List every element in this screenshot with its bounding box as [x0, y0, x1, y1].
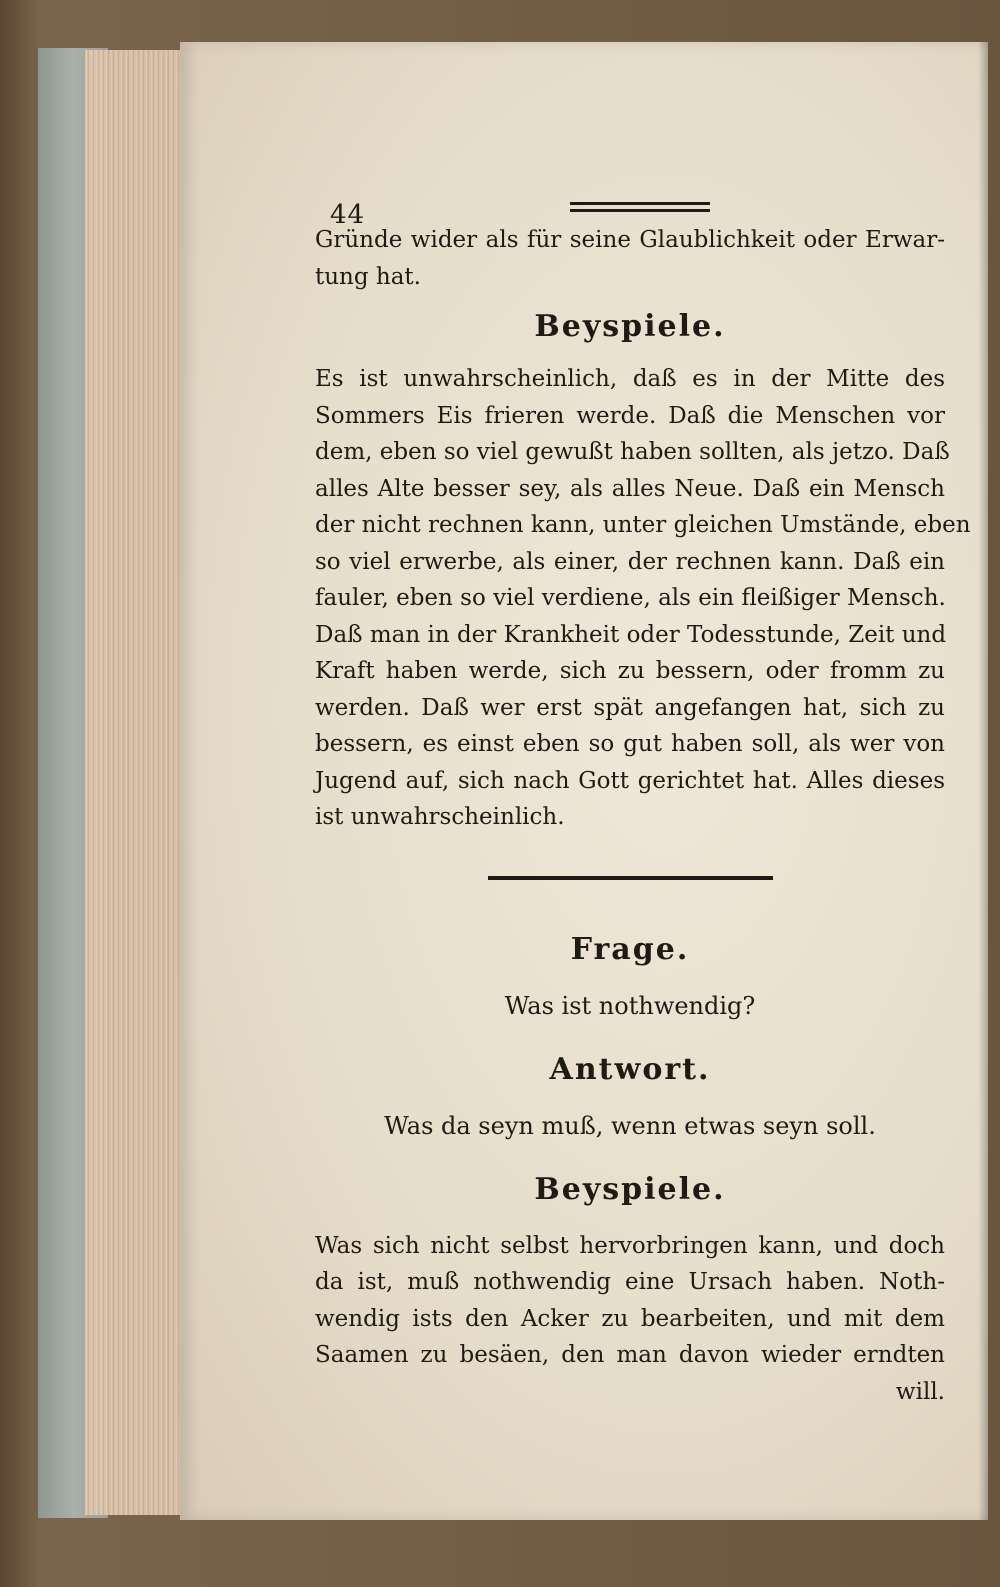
paragraph-line: Jugend auf, sich nach Gott gerichtet hat. Alles dieses — [315, 767, 945, 794]
book-page — [180, 42, 988, 1520]
answer-text: Was da seyn muß, wenn etwas seyn soll. — [384, 1111, 876, 1140]
paragraph-line: fauler, eben so viel verdiene, als ein fleißiger Mensch. — [315, 585, 946, 611]
intro-line: Gründe wider als für seine Glaublichkeit oder Erwar- — [315, 227, 945, 253]
question-text: Was ist nothwendig? — [504, 991, 756, 1020]
paragraph-line: alles Alte besser sey, als alles Neue. Daß ein Mensch — [315, 475, 945, 502]
paragraph-line: Sommers Eis frieren werde. Daß die Menschen vor — [315, 402, 945, 429]
header-rule-line-2 — [570, 209, 710, 212]
intro-line: tung hat. — [315, 263, 421, 290]
header-rule-line-1 — [570, 202, 710, 205]
paragraph-line: da ist, muß nothwendig eine Ursach haben. Noth- — [315, 1269, 945, 1295]
section-heading-frage: Frage. — [570, 931, 690, 967]
section-heading-antwort: Antwort. — [549, 1051, 711, 1087]
paragraph-line: der nicht rechnen kann, unter gleichen Umstände, eben — [315, 512, 971, 538]
paragraph-line: Kraft haben werde, sich zu bessern, oder fromm zu — [315, 658, 945, 684]
paragraph-line: Saamen zu besäen, den man davon wieder erndten — [315, 1342, 945, 1368]
paragraph-line: werden. Daß wer erst spät angefangen hat, sich zu — [315, 694, 945, 721]
paragraph-line: dem, eben so viel gewußt haben sollten, als jetzo. Daß — [315, 439, 950, 465]
section-heading-beyspiele: Beyspiele. — [534, 309, 726, 344]
paragraph-line: Es ist unwahrscheinlich, daß es in der Mitte des — [315, 366, 945, 392]
page-edge-shadow — [978, 42, 988, 1520]
paragraph-line: Daß man in der Krankheit oder Todesstunde, Zeit und — [315, 621, 947, 648]
page-number: 44 — [330, 200, 366, 230]
paragraph-line: so viel erwerbe, als einer, der rechnen kann. Daß ein — [315, 548, 945, 575]
section-heading-beyspiele-2: Beyspiele. — [534, 1171, 726, 1207]
paragraph-line: ist unwahrscheinlich. — [315, 804, 565, 830]
page-stack-edges — [85, 50, 195, 1515]
paragraph-line: will. — [895, 1378, 945, 1405]
page-header — [315, 152, 945, 230]
paragraph-line: bessern, es einst eben so gut haben soll, als wer von — [315, 731, 945, 757]
page-text — [315, 152, 971, 1410]
paragraph-line: wendig ists den Acker zu bearbeiten, und mit dem — [315, 1305, 945, 1332]
header-double-rule — [570, 202, 710, 218]
paragraph-line: Was sich nicht selbst hervorbringen kann, und doch — [315, 1232, 945, 1259]
